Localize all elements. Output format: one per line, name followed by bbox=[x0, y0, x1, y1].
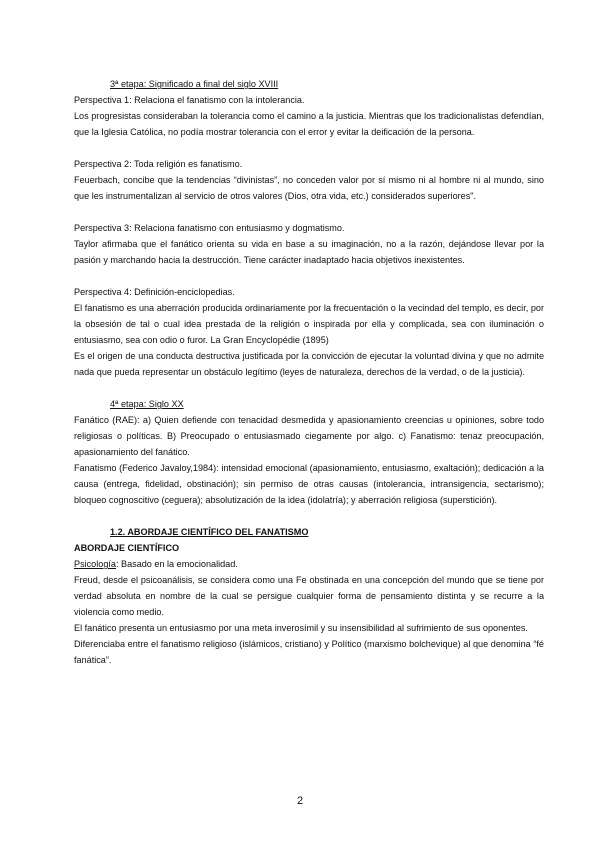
differentiation-paragraph: Diferenciaba entre el fanatismo religioso (islámicos, cristiano) y Político (marxismo bolchevique) al que denomina “fé fanática”. bbox=[74, 639, 544, 665]
stage4-heading: 4ª etapa: Siglo XX bbox=[110, 399, 184, 409]
spacer bbox=[74, 204, 544, 220]
spacer bbox=[74, 380, 544, 396]
perspective2-text: Feuerbach, concibe que la tendencias “divinistas”, no conceden valor por sí mismo ni al hombre ni al mundo, sino que les instrumentalizan al servicio de otros valores (Dios, otra vida, etc.) considerados superiores". bbox=[74, 175, 544, 201]
page-number: 2 bbox=[296, 795, 304, 807]
section-subheading: ABORDAJE CIENTÍFICO bbox=[74, 543, 180, 553]
spacer bbox=[74, 140, 544, 156]
spacer bbox=[74, 268, 544, 284]
spacer bbox=[74, 508, 544, 524]
javaloy-definition: Fanatismo (Federico Javaloy,1984): intensidad emocional (apasionamiento, entusiasmo, exaltación); dedicación a la causa (entrega, fidelidad, obstinación); sin permiso de otras causas (intolerancia, intransigencia, sectarismo); bloqueo cognoscitivo (ceguera); absolutización de la idea (idolatría); y aberración religiosa (superstición). bbox=[74, 463, 544, 505]
psychology-line bbox=[74, 556, 544, 572]
page-content bbox=[74, 76, 544, 668]
psychology-description: : Basado en la emocionalidad. bbox=[115, 559, 238, 569]
perspective4-text-2: Es el origen de una conducta destructiva justificada por la convicción de ejecutar la voluntad divina y que no admite nada que pueda representar un obstáculo legítimo (leyes de naturaleza, derechos de la verdad, o de la justicia). bbox=[74, 351, 544, 377]
perspective4-text-1: El fanatismo es una aberración producida ordinariamente por la frecuentación o la vecindad del templo, es decir, por la obsesión de tal o cual idea prestada de la religión o inspirada por ella y complicada, sea con iluminación o entusiasmo, sea con odio o furor. La Gran Encyclopédie (1895) bbox=[74, 303, 544, 345]
psychology-label: Psicología bbox=[74, 559, 116, 569]
rae-definition: Fanático (RAE): a) Quien defiende con tenacidad desmedida y apasionamiento creencias u opiniones, sobre todo religiosas o políticas. B) Preocupado o entusiasmado ciegamente por algo. c) Fanatismo: tenaz preocupación, apasionamiento del fanático. bbox=[74, 415, 544, 457]
stage3-heading: 3ª etapa: Significado a final del siglo XVIII bbox=[110, 79, 279, 89]
perspective2-title: Perspectiva 2: Toda religión es fanatismo. bbox=[74, 159, 243, 169]
perspective1-text: Los progresistas consideraban la tolerancia como el camino a la justicia. Mientras que los tradicionalistas defendían, que la Iglesia Católica, no podía mostrar tolerancia con el error y evitar la deificación de la persona. bbox=[74, 111, 544, 137]
perspective3-title: Perspectiva 3: Relaciona fanatismo con entusiasmo y dogmatismo. bbox=[74, 223, 345, 233]
perspective3-text: Taylor afirmaba que el fanático orienta su vida en base a su imaginación, no a la razón, dejándose llevar por la pasión y marchando hacia la destrucción. Tiene carácter inadaptado hacia objetivos inexistentes. bbox=[74, 239, 544, 265]
perspective4-title: Perspectiva 4: Definición-enciclopedias. bbox=[74, 287, 235, 297]
fanatic-paragraph: El fanático presenta un entusiasmo por una meta inverosímil y su insensibilidad al sufrimiento de sus oponentes. bbox=[74, 623, 528, 633]
perspective1-title: Perspectiva 1: Relaciona el fanatismo con la intolerancia. bbox=[74, 95, 305, 105]
freud-paragraph: Freud, desde el psicoanálisis, se considera como una Fe obstinada en una concepción del mundo que se tiene por verdad absoluta en nombre de la cual se persigue cualquier forma de pensamiento distinta y se recurre a la violencia como medio. bbox=[74, 575, 544, 617]
section-heading: 1.2. ABORDAJE CIENTÍFICO DEL FANATISMO bbox=[110, 527, 309, 537]
